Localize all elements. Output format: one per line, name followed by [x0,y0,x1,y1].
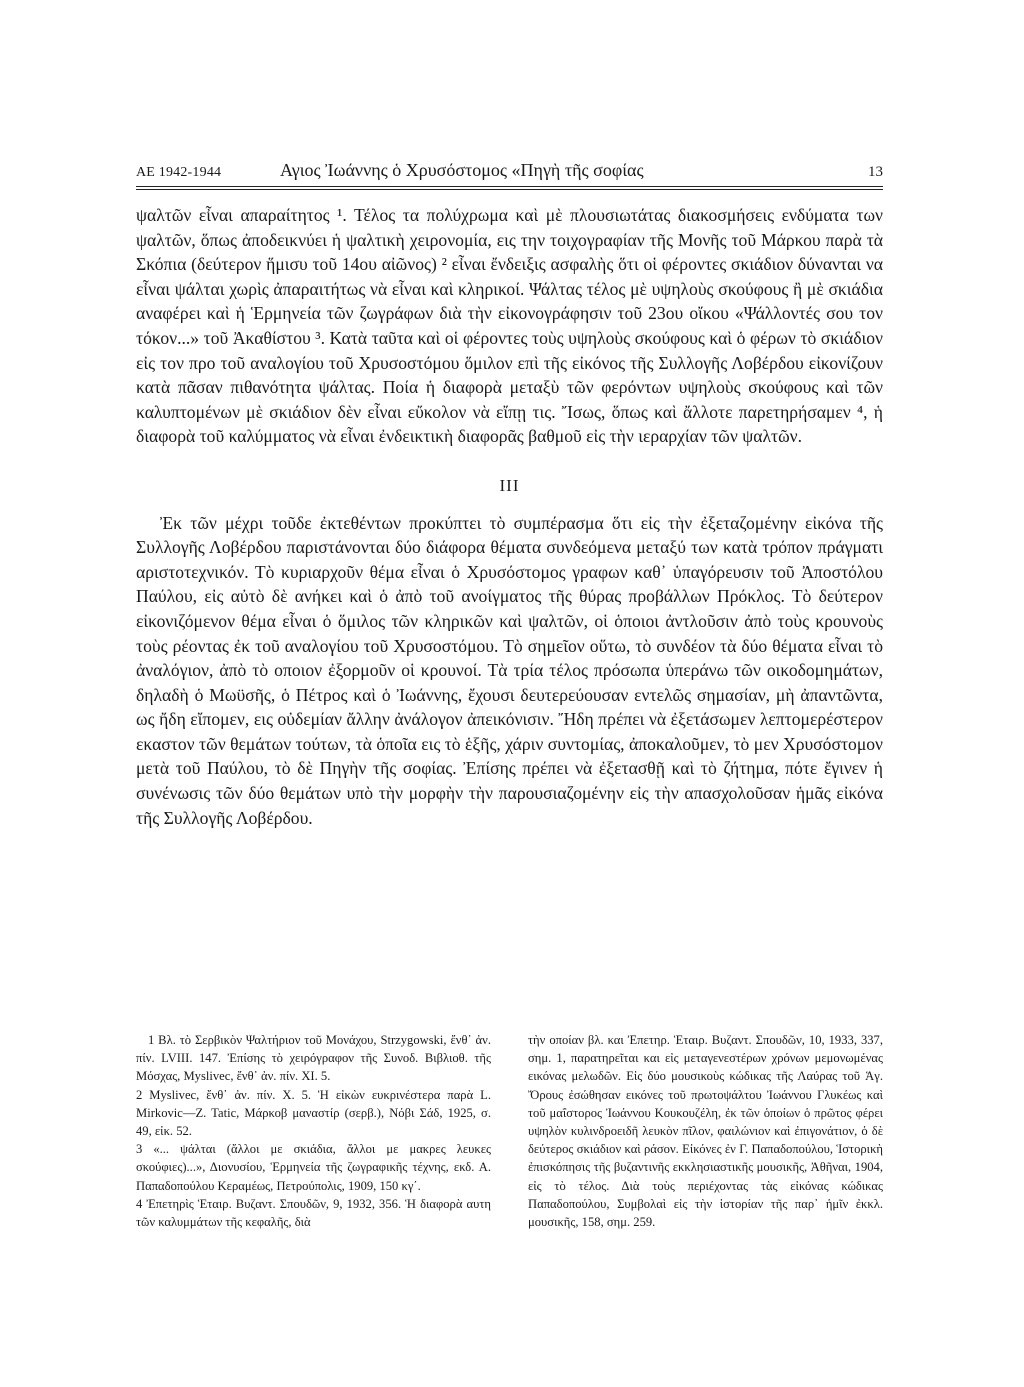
page [136,158,883,830]
footnote-3: 3 «... ψάλται (ἄλλοι με σκιάδια, ἄλλοι με μακρες λευκες σκούφιες)...», Διονυσίου, Ἑρμηνεία τῆς ζωγραφικῆς τέχνης, εκδ. Α. Παπαδοπούλου Κεραμέως, Πετρούπολις, 1909, 150 κγ΄. [136,1142,491,1193]
running-title: Αγιος Ἰωάννης ὁ Χρυσόστομος «Πηγὴ τῆς σοφίας [280,160,644,180]
footnote-4: 4 Ἐπετηρὶς Ἑταιρ. Βυζαντ. Σπουδῶν, 9, 1932, 356. Ἡ διαφορὰ αυτη τῶν καλυμμάτων τῆς κεφαλῆς, διὰ [136,1196,491,1230]
footnotes-right-column [528,1031,883,1231]
footnote-4-continued: τὴν οποίαν βλ. και Ἐπετηρ. Ἑταιρ. Βυζαντ. Σπουδῶν, 10, 1933, 337, σημ. 1, παρατηρεῖται και εἰς μεταγενεστέρων χρόνων μεμονωμένας εικόνας μελωδῶν. Εἰς δύο μουσικοὺς κώδικας τῆς Λαύρας τοῦ Ἁγ. Ὄρους ἐσώθησαν εικόνες τοῦ πρωτοψάλτου Ἰωάννου Γλυκέως καὶ τοῦ μαΐστορος Ἰωάννου Κουκουζέλη, ἐκ τῶν ὁποίων ὁ πρῶτος φέρει υψηλὸν κυλινδροειδῆ λευκὸν πῖλον, φαιλώνιον καὶ ἐπιγονάτιον, ὁ δὲ δεύτερος σκιάδιον καὶ ράσον. Εἰκόνες ἐν Γ. Παπαδοπούλου, Ἱστορικὴ ἐπισκόπησις τῆς βυζαντινῆς εκκλησιαστικῆς μουσικῆς, Ἀθῆναι, 1904, εἰς τὸ τέλος. Διὰ τοὺς περιέχοντας τὰς εἰκόνας κώδικας Παπαδοπούλου, Συμβολαὶ εἰς τὴν ἱστορίαν τῆς παρ᾽ ἡμῖν ἐκκλ. μουσικῆς, 158, σημ. 259. [528,1033,883,1230]
footnote-1: 1 Βλ. τὸ Σερβικὸν Ψαλτήριον τοῦ Μονάχου, Strzygowski, ἔνθ᾽ ἀν. πίν. LVIII. 147. Ἐπίσης τὸ χειρόγραφον τῆς Συνοδ. Βιβλιοθ. τῆς Μόσχας, Myslivec, ἔνθ᾽ ἀν. πίν. XI. 5. [136,1033,491,1084]
section-heading: III [499,475,520,495]
paragraph: Ἐκ τῶν μέχρι τοῦδε ἐκτεθέντων προκύπτει τὸ συμπέρασμα ὅτι εἰς τὴν ἐξεταζομένην εἰκόνα τῆς Συλλογῆς Λοβέρδου παριστάνονται δύο διάφορα θέματα συνδεόμενα μεταξύ των κατὰ τρόπον πράγματι αριστοτεχνικόν. Τὸ κυριαρχοῦν θέμα εἶναι ὁ Χρυσόστομος γραφων καθ᾽ ὑπαγόρευσιν τοῦ Ἀποστόλου Παύλου, εἰς αὐτὸ δὲ ανήκει καὶ ὁ ἀπὸ τοῦ ανοίγματος τῆς θύρας προβάλλων Πρόκλος. Τὸ δεύτερον εἰκονιζόμενον θέμα εἶναι ὁ ὅμιλος τῶν κληρικῶν καὶ ψαλτῶν, οἱ ὁποιοι ἀντλοῦσιν ἀπὸ τοὺς κρουνοὺς τοὺς ρέοντας ἐκ τοῦ αναλογίου τοῦ Χρυσοστόμου. Τὸ σημεῖον οὕτω, τὸ συνδέον τὰ δύο θέματα εἶναι τὸ ἀναλόγιον, ἀπὸ τὸ οποιον ἐξορμοῦν οἱ κρουνοί. Τὰ τρία τέλος πρόσωπα ὑπεράνω τῶν οικοδομημάτων, δηλαδὴ ὁ Μωϋσῆς, ὁ Πέτρος καὶ ὁ Ἰωάννης, ἔχουσι δευτερεύουσαν εντελῶς σημασίαν, μὴ ἀπαντῶντα, ως ἤδη εἴπομεν, εις οὐδεμίαν ἄλλην ἀνάλογον ἀπεικόνισιν. Ἤδη πρέπει νὰ ἐξετάσωμεν λεπτομερέστερον εκαστον τῶν θεμάτων τούτων, τὰ ὁποῖα εις τὸ ἑξῆς, χάριν συντομίας, ἀποκαλοῦμεν, τὸ μεν Χρυσόστομον μετὰ τοῦ Παύλου, τὸ δὲ Πηγὴν τῆς σοφίας. Ἐπίσης πρέπει νὰ ἐξετασθῇ καὶ τὸ ζήτημα, πότε ἔγινεν ἡ συνένωσις τῶν δύο θεμάτων υπὸ τὴν μορφὴν τὴν παρουσιαζομένην εἰς τὴν απασχολοῦσαν ἡμᾶς εἰκόνα τῆς Συλλογῆς Λοβέρδου. [136,512,883,828]
footnotes [136,1031,883,1231]
page-number: 13 [868,164,883,180]
paragraph: ψαλτῶν εἶναι απαραίτητος ¹. Τέλος τα πολύχρωμα καὶ μὲ πλουσιωτάτας διακοσμήσεις ενδύματα των ψαλτῶν, ὅπως ἀποδεικνύει ἡ ψαλτικὴ χειρονομία, εις την τοιχογραφίαν τῆς Μονῆς τοῦ Μάρκου παρὰ τὰ Σκόπια (δεύτερον ἥμισυ τοῦ 14ου αἰῶνος) ² εἶναι ἔνδειξις ασφαλὴς ὅτι οἱ φέροντες σκιάδιον δύνανται να εἶναι ψάλται χωρὶς ἀπαραιτήτως νὰ εἶναι καὶ κληρικοί. Ψάλτας τέλος μὲ υψηλοὺς σκούφους ἢ μὲ σκιάδια αναφέρει καὶ ἡ Ἑρμηνεία τῶν ζωγράφων διὰ τὴν εἰκονογράφησιν τοῦ 23ου οἴκου «Ψάλλοντές σου τον τόκον...» τοῦ Ἀκαθίστου ³. Κατὰ ταῦτα καὶ οἱ φέροντες τοὺς υψηλοὺς σκούφους καὶ ὁ φέρων τὸ σκιάδιον εἰς τον προ τοῦ αναλογίου τοῦ Χρυσοστόμου ὅμιλον επὶ τῆς εἰκόνος τῆς Συλλογῆς Λοβέρδου εἰκονίζουν κατὰ πᾶσαν πιθανότητα ψάλτας. Ποία ἡ διαφορὰ μεταξὺ τῶν φερόντων υψηλοὺς σκούφους καὶ τῶν καλυπτομένων μὲ σκιάδιον δὲν εἶναι εὔκολον νὰ εἴπῃ τις. Ἴσως, ὅπως καὶ ἄλλοτε παρετηρήσαμεν ⁴, ἡ διαφορὰ τοῦ καλύμματος νὰ εἶναι ἐνδεικτικὴ διαφορᾶς βαθμοῦ εἰς τὴν ιεραρχίαν τῶν ψαλτῶν. [136,205,883,447]
footnotes-left-column [136,1031,491,1231]
journal-reference: ΑΕ 1942-1944 [136,165,222,180]
running-head [136,158,883,187]
footnote-2: 2 Myslivec, ἔνθ᾽ ἀν. πίν. X. 5. Ἡ εἰκὼν ευκρινέστερα παρὰ L. Mirkovic—Z. Tatic, Μάρκοβ μαναστίρ (σερβ.), Νόβι Σάδ, 1925, σ. 49, εἰκ. 52. [136,1087,491,1139]
body-text [136,203,883,830]
